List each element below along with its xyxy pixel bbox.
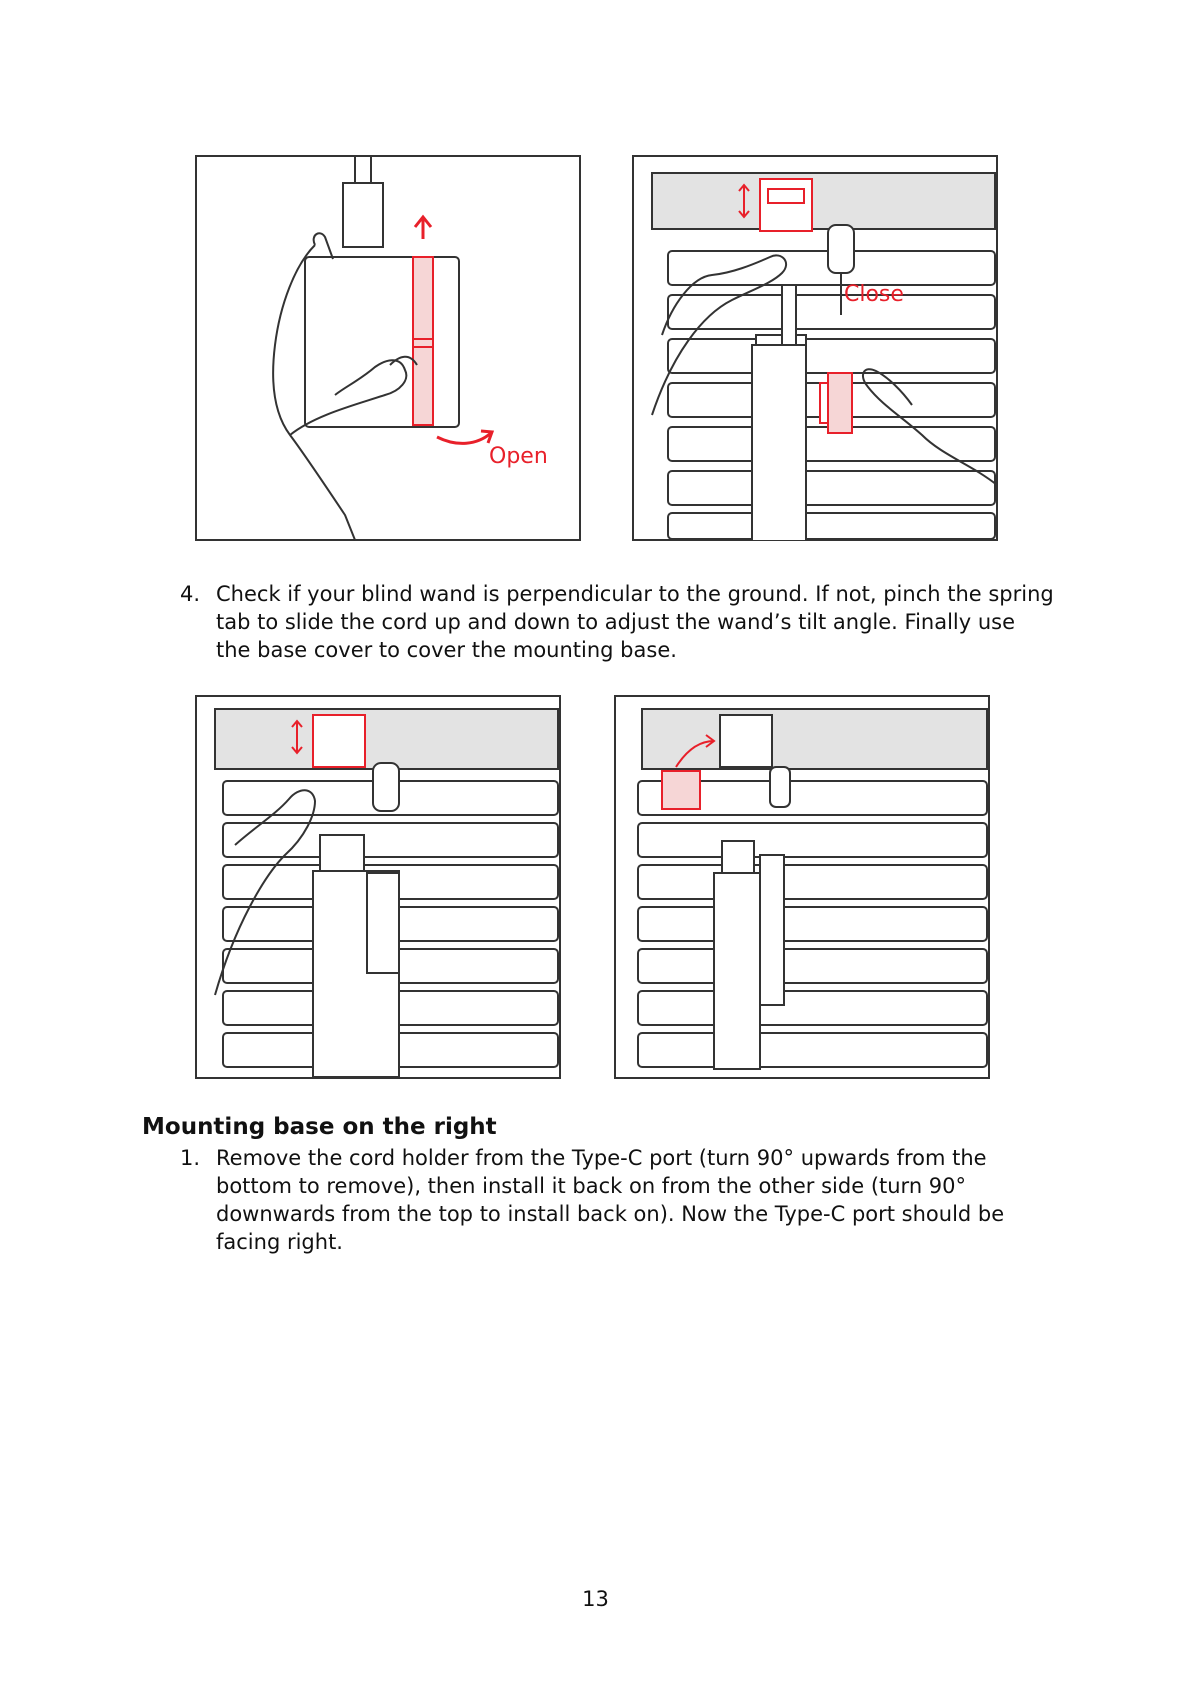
figure-close-holder <box>632 155 998 541</box>
section-heading: Mounting base on the right <box>142 1114 497 1140</box>
figure-open-holder <box>195 155 581 541</box>
figure-base-cover <box>614 695 990 1079</box>
close-label: Close <box>844 282 904 307</box>
step-number: 1. <box>180 1146 201 1170</box>
step-text: Remove the cord holder from the Type-C port (turn 90° upwards from the bottom to remove), then install it back on from the other side (turn 90° downwards from the top to install back on). Now the Type-C port should be facing right. <box>216 1146 1005 1254</box>
page-number: 13 <box>582 1587 609 1611</box>
illustration-base-cover <box>614 695 990 1079</box>
step-number: 4. <box>180 582 201 606</box>
illustration-adjust-tilt <box>195 695 561 1079</box>
step-text: Check if your blind wand is perpendicular to the ground. If not, pinch the spring tab to slide the cord up and down to adjust the wand’s tilt angle. Finally use the base cover to cover the mounting base. <box>216 582 1054 662</box>
open-label: Open <box>489 444 548 469</box>
illustration-close <box>632 155 998 541</box>
figure-adjust-tilt <box>195 695 561 1079</box>
illustration-open <box>195 155 581 541</box>
